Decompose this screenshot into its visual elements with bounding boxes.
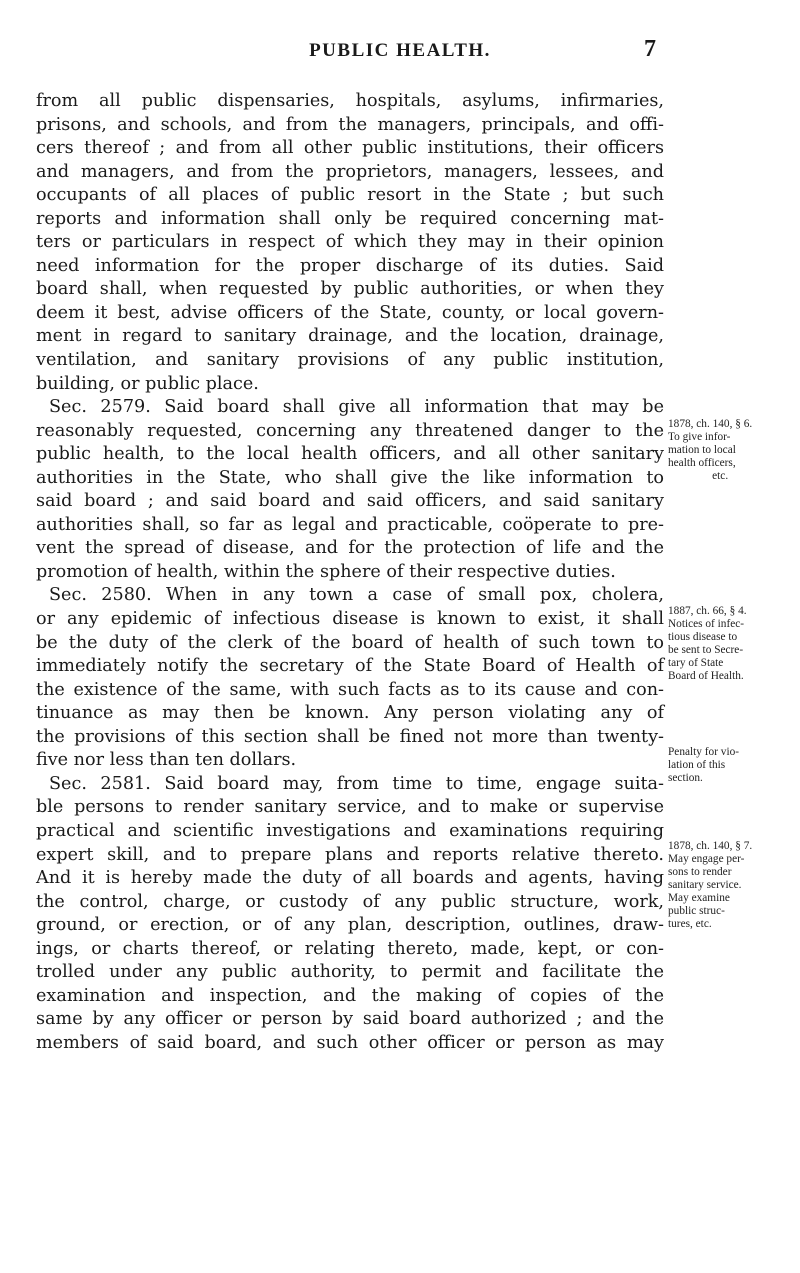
text-line (36, 184, 776, 208)
margin-note-line: sanitary service. (668, 879, 742, 891)
text-line-content: vent the spread of disease, and for the protection of life and the (36, 538, 664, 559)
text-line (36, 231, 776, 255)
margin-note-line: section. (668, 772, 703, 784)
text-line (36, 749, 776, 773)
text-line (36, 961, 776, 985)
text-line (36, 302, 776, 326)
text-line (36, 632, 776, 656)
text-line-content: promotion of health, within the sphere of their respective duties. (36, 561, 616, 582)
text-line-content: from all public dispensaries, hospitals, asylums, infirmaries, (36, 91, 664, 111)
text-line (36, 137, 776, 161)
text-line-content: Sec. 2581. Said board may, from time to time, engage suita- (49, 773, 664, 794)
text-line-content: ters or particulars in respect of which they may in their opinion (36, 232, 664, 253)
text-line-content: building, or public place. (36, 373, 259, 394)
margin-note-line: May examine (668, 892, 730, 904)
text-line-content: expert skill, and to prepare plans and reports relative thereto. (36, 844, 664, 865)
text-line-content: same by any officer or person by said board authorized ; and the (36, 1009, 664, 1030)
text-line-content: Sec. 2580. When in any town a case of small pox, cholera, (49, 585, 664, 606)
text-line (36, 867, 776, 891)
text-line (36, 514, 776, 538)
text-line-content: Sec. 2579. Said board shall give all information that may be (49, 397, 664, 418)
text-line-content: deem it best, advise officers of the State, county, or local govern- (36, 302, 664, 323)
text-line (36, 561, 776, 585)
text-line (36, 255, 776, 279)
text-line-content: board shall, when requested by public authorities, or when they (36, 279, 664, 300)
text-line-content: five nor less than ten dollars. (36, 750, 297, 771)
text-line-content: said board ; and said board and said officers, and said sanitary (36, 491, 664, 512)
margin-note-line: Penalty for vio- (668, 746, 740, 758)
text-line-content: public health, to the local health officers, and all other sanitary (36, 444, 664, 465)
text-line (36, 938, 776, 962)
text-line-content: occupants of all places of public resort in the State ; but such (36, 185, 664, 206)
text-line-content: be the duty of the clerk of the board of health of such town to (36, 632, 664, 653)
text-line (36, 726, 776, 750)
text-line-content: need information for the proper discharge of its duties. Said (36, 255, 664, 276)
text-line (36, 702, 776, 726)
text-line (36, 373, 776, 397)
text-line-content: ble persons to render sanitary service, and to make or supervise (36, 797, 664, 818)
text-line (36, 90, 776, 114)
text-line (36, 467, 776, 491)
margin-note-line: May engage per- (668, 853, 745, 865)
text-line (36, 443, 776, 467)
text-line-content: the provisions of this section shall be fined not more than twenty- (36, 726, 664, 747)
margin-note (668, 605, 792, 683)
text-line (36, 208, 776, 232)
text-line-content: examination and inspection, and the making of copies of the (36, 985, 664, 1006)
text-line-content: prisons, and schools, and from the managers, principals, and offi- (36, 114, 664, 135)
text-line (36, 396, 776, 420)
text-line-content: And it is hereby made the duty of all boards and agents, having (36, 868, 664, 889)
margin-note-line: To give infor- (668, 431, 731, 443)
text-line (36, 420, 776, 444)
page-header (0, 36, 800, 70)
text-line (36, 584, 776, 608)
text-line-content: practical and scientific investigations and examinations requiring (36, 820, 664, 841)
margin-note-line: health officers, (668, 457, 736, 469)
text-line (36, 655, 776, 679)
margin-note-line: lation of this (668, 759, 726, 771)
text-line-content: cers thereof ; and from all other public institutions, their officers (36, 138, 664, 159)
text-line (36, 161, 776, 185)
text-line (36, 679, 776, 703)
text-line-content: ventilation, and sanitary provisions of any public institution, (36, 350, 664, 371)
margin-note-line: Notices of infec- (668, 618, 745, 630)
text-line-content: tinuance as may then be known. Any person violating any of (36, 703, 664, 724)
margin-note-line: tious disease to (668, 631, 738, 643)
text-line (36, 891, 776, 915)
text-line (36, 325, 776, 349)
margin-note-line: 1878, ch. 140, § 7. (668, 840, 753, 852)
text-line-content: the existence of the same, with such facts as to its cause and con- (36, 679, 664, 700)
text-line (36, 1008, 776, 1032)
text-line (36, 1032, 776, 1056)
text-line (36, 114, 776, 138)
margin-note (668, 418, 792, 483)
text-line (36, 820, 776, 844)
text-line-content: ings, or charts thereof, or relating thereto, made, kept, or con- (36, 938, 664, 959)
text-line (36, 608, 776, 632)
text-line (36, 773, 776, 797)
text-line (36, 537, 776, 561)
text-line (36, 796, 776, 820)
margin-note-line: 1887, ch. 66, § 4. (668, 605, 747, 617)
text-line (36, 349, 776, 373)
text-line-content: authorities shall, so far as legal and practicable, coöperate to pre- (36, 514, 664, 535)
margin-note (668, 746, 792, 785)
margin-note-line: tary of State (668, 657, 724, 669)
margin-note-line: public struc- (668, 905, 725, 917)
text-line-content: trolled under any public authority, to permit and facilitate the (36, 962, 664, 983)
text-line-content: or any epidemic of infectious disease is known to exist, it shall (36, 609, 664, 630)
text-line-content: reasonably requested, concerning any threatened danger to the (36, 420, 664, 441)
running-title: PUBLIC HEALTH. (309, 40, 491, 61)
text-line-content: members of said board, and such other officer or person as may (36, 1032, 664, 1053)
text-line-content: the control, charge, or custody of any public structure, work, (36, 891, 664, 912)
text-line-content: immediately notify the secretary of the State Board of Health of (36, 656, 664, 677)
text-line-content: and managers, and from the proprietors, managers, lessees, and (36, 161, 664, 182)
margin-note-line: 1878, ch. 140, § 6. (668, 418, 753, 430)
margin-note-line: be sent to Secre- (668, 644, 744, 656)
text-line (36, 914, 776, 938)
text-line (36, 490, 776, 514)
margin-note (668, 840, 792, 931)
body-text (36, 90, 776, 1055)
text-line (36, 844, 776, 868)
margin-note-line: sons to render (668, 866, 732, 878)
text-line-content: ment in regard to sanitary drainage, and the location, drainage, (36, 326, 664, 347)
text-line-content: reports and information shall only be required concerning mat- (36, 208, 664, 229)
page-number: 7 (644, 36, 656, 62)
margin-note-line: Board of Health. (668, 670, 744, 682)
margin-note-line: etc. (712, 470, 729, 482)
text-line (36, 985, 776, 1009)
margin-note-line: mation to local (668, 444, 736, 456)
text-line (36, 278, 776, 302)
text-line-content: authorities in the State, who shall give the like information to (36, 467, 664, 488)
margin-note-line: tures, etc. (668, 918, 712, 930)
text-line-content: ground, or erection, or of any plan, description, outlines, draw- (36, 915, 664, 936)
